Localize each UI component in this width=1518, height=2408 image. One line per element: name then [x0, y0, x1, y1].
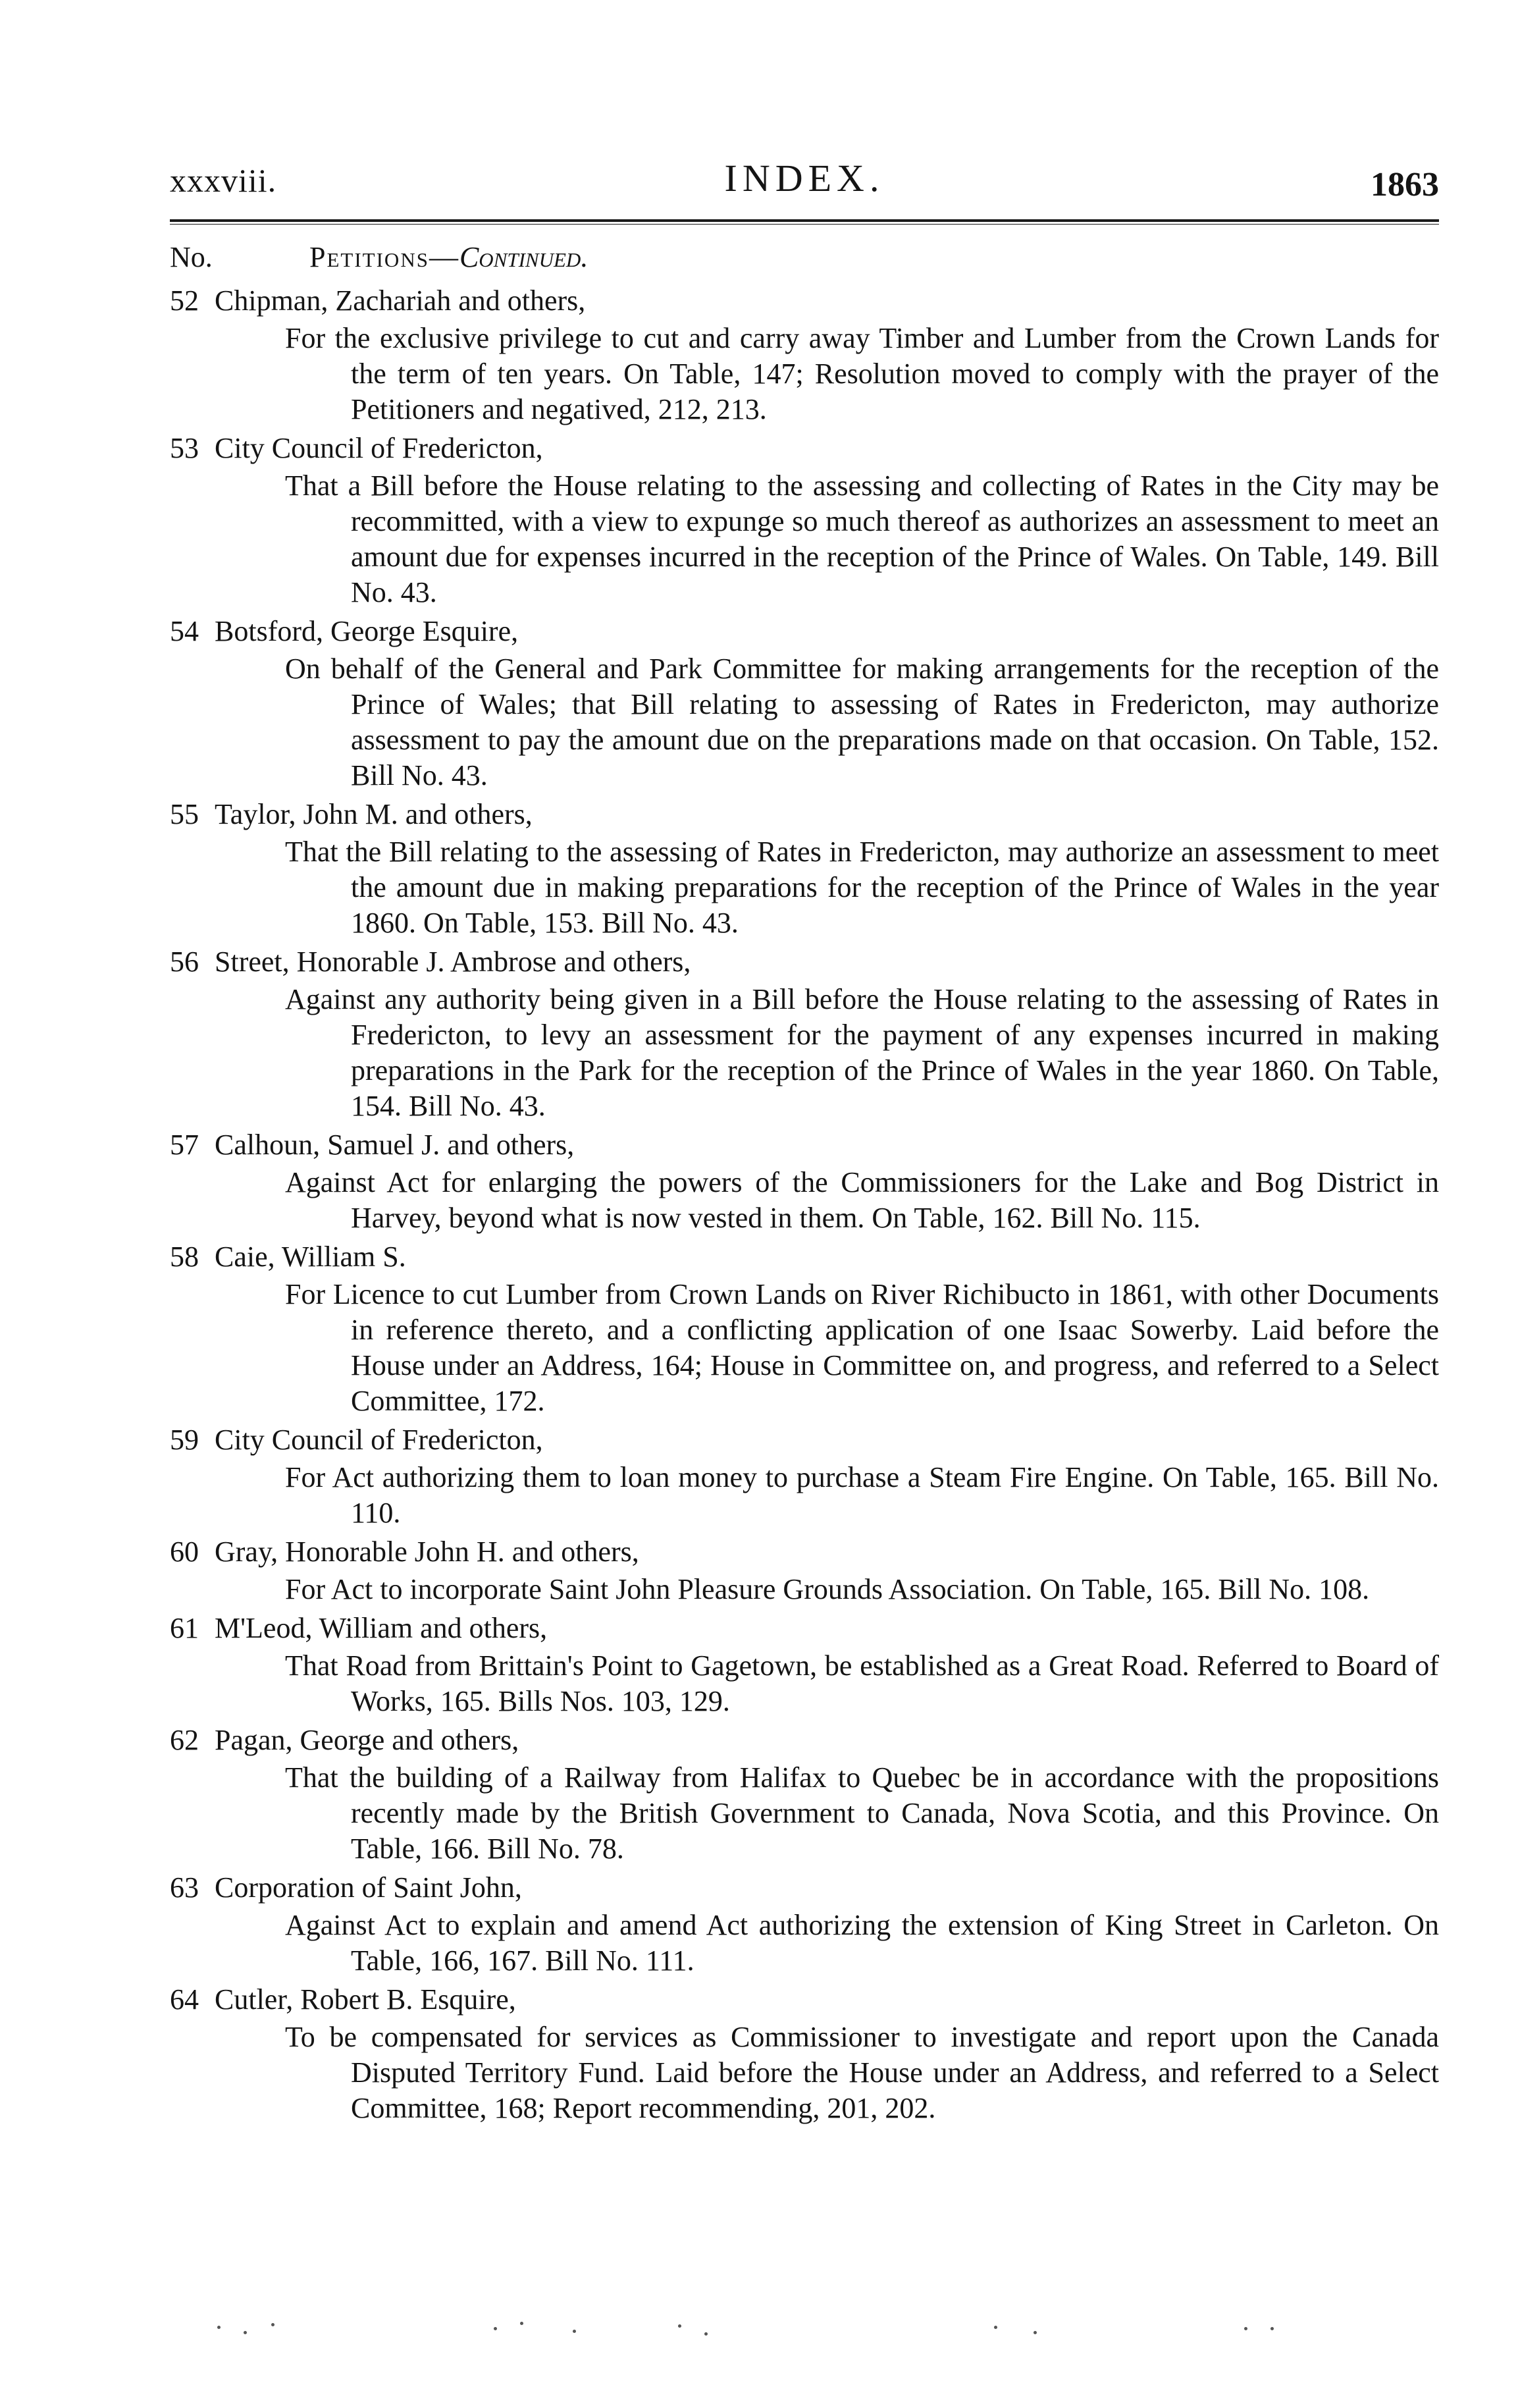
list-item — [170, 1237, 1439, 1419]
petition-summary — [170, 1572, 1439, 1607]
year-label: 1863 — [1371, 166, 1439, 203]
petition-heading — [170, 1420, 1439, 1460]
list-item — [170, 612, 1439, 793]
petition-text: For Act to incorporate Saint John Pleasure Grounds Association. On Table, 165. Bill No. 108. — [285, 1573, 1370, 1605]
list-item — [170, 1609, 1439, 1719]
petitioner-name: M'Leod, William and others, — [215, 1612, 548, 1644]
petitioner-name: City Council of Fredericton, — [215, 1424, 543, 1456]
petition-heading — [170, 1532, 1439, 1572]
petitioner-name: Caie, William S. — [215, 1241, 406, 1273]
page-number: xxxviii. — [170, 162, 277, 199]
petition-number: 52 — [170, 284, 199, 317]
petition-text: For the exclusive privilege to cut and carry away Timber and Lumber from the Crown Lands for the term of ten years. On Table, 147; Resolution moved to comply with the prayer of the Petitioners and negatived, 212, 213. — [285, 322, 1439, 425]
list-item — [170, 795, 1439, 941]
petition-number: 56 — [170, 946, 199, 978]
list-item — [170, 1721, 1439, 1867]
petition-heading — [170, 612, 1439, 651]
list-item — [170, 281, 1439, 427]
petition-number: 55 — [170, 798, 199, 830]
petition-summary — [170, 1277, 1439, 1419]
petition-text: Against any authority being given in a Bill before the House relating to the assessing of Rates in Fredericton, to levy an assessment for the payment of any expenses incurred in making preparations in the Park for the reception of the Prince of Wales in the year 1860. On Table, 154. Bill No. 43. — [285, 983, 1439, 1122]
petition-summary — [170, 321, 1439, 427]
petition-text: Against Act to explain and amend Act authorizing the extension of King Street in Carleton. On Table, 166, 167. Bill No. 111. — [285, 1909, 1439, 1977]
petition-text: That the Bill relating to the assessing of Rates in Fredericton, may authorize an assessment to meet the amount due in making preparations for the reception of the Prince of Wales in the year 1860. On Table, 153. Bill No. 43. — [285, 836, 1439, 939]
petitioner-name: Corporation of Saint John, — [215, 1871, 522, 1904]
petitioner-name: Taylor, John M. and others, — [215, 798, 533, 830]
petition-summary — [170, 1760, 1439, 1867]
petition-text: That Road from Brittain's Point to Gagetown, be established as a Great Road. Referred to Board of Works, 165. Bills Nos. 103, 129. — [285, 1649, 1439, 1717]
petitioner-name: Botsford, George Esquire, — [215, 615, 519, 647]
petitioner-name: Cutler, Robert B. Esquire, — [215, 1983, 516, 2016]
petitioner-name: Street, Honorable J. Ambrose and others, — [215, 946, 691, 978]
petition-summary — [170, 1908, 1439, 1979]
petition-heading — [170, 281, 1439, 321]
petition-number: 61 — [170, 1612, 199, 1644]
list-item — [170, 1980, 1439, 2126]
petition-heading — [170, 1868, 1439, 1908]
petition-number: 63 — [170, 1871, 199, 1904]
list-item — [170, 942, 1439, 1124]
section-heading — [170, 240, 1439, 280]
petition-number: 54 — [170, 615, 199, 647]
petition-heading — [170, 429, 1439, 468]
petition-number: 57 — [170, 1129, 199, 1161]
petition-text: Against Act for enlarging the powers of the Commissioners for the Lake and Bog District in Harvey, beyond what is now vested in them. On Table, 162. Bill No. 115. — [285, 1166, 1439, 1234]
petition-summary — [170, 834, 1439, 941]
petition-number: 53 — [170, 432, 199, 464]
petition-list — [170, 281, 1439, 2126]
petition-text: On behalf of the General and Park Committee for making arrangements for the reception of the Prince of Wales; that Bill relating to assessing of Rates in Fredericton, may authorize assessment to pay the amount due on the preparations made on that occasion. On Table, 152. Bill No. 43. — [285, 653, 1439, 791]
section-continued: Continued. — [459, 241, 589, 273]
petition-summary — [170, 2020, 1439, 2126]
petitioner-name: City Council of Fredericton, — [215, 432, 543, 464]
petition-heading — [170, 1237, 1439, 1277]
petition-heading — [170, 942, 1439, 982]
petition-number: 60 — [170, 1536, 199, 1568]
petitioner-name: Chipman, Zachariah and others, — [215, 284, 586, 317]
petitioner-name: Gray, Honorable John H. and others, — [215, 1536, 639, 1568]
petition-heading — [170, 1980, 1439, 2020]
petition-text: For Act authorizing them to loan money to purchase a Steam Fire Engine. On Table, 165. Bill No. 110. — [285, 1461, 1439, 1529]
section-title: Petitions— — [309, 241, 459, 273]
petition-number: 59 — [170, 1424, 199, 1456]
petition-text: That the building of a Railway from Halifax to Quebec be in accordance with the propositions recently made by the British Government to Canada, Nova Scotia, and this Province. On Table, 166. Bill No. 78. — [285, 1761, 1439, 1865]
print-specks — [217, 2318, 1402, 2344]
list-item — [170, 429, 1439, 610]
section-name — [309, 240, 588, 274]
petition-text: To be compensated for services as Commissioner to investigate and report upon the Canada Disputed Territory Fund. Laid before the House under an Address, and referred to a Select Committee, 168; Report recommending, 201, 202. — [285, 2021, 1439, 2124]
index-page — [170, 142, 1439, 2126]
header-rule — [170, 219, 1439, 225]
number-column-label: No. — [170, 241, 213, 273]
petition-number: 58 — [170, 1241, 199, 1273]
petition-heading — [170, 1609, 1439, 1648]
petition-summary — [170, 1648, 1439, 1719]
petition-summary — [170, 1460, 1439, 1531]
page-title: INDEX. — [724, 157, 885, 200]
list-item — [170, 1532, 1439, 1607]
list-item — [170, 1125, 1439, 1236]
petition-summary — [170, 982, 1439, 1124]
petition-heading — [170, 795, 1439, 834]
petition-summary — [170, 1165, 1439, 1236]
petition-heading — [170, 1125, 1439, 1165]
petitioner-name: Pagan, George and others, — [215, 1724, 519, 1756]
petition-number: 62 — [170, 1724, 199, 1756]
petition-number: 64 — [170, 1983, 199, 2016]
petition-summary — [170, 468, 1439, 610]
petitioner-name: Calhoun, Samuel J. and others, — [215, 1129, 575, 1161]
running-head — [170, 142, 1439, 214]
petition-text: For Licence to cut Lumber from Crown Lands on River Richibucto in 1861, with other Documents in reference thereto, and a conflicting application of one Isaac Sowerby. Laid before the House under an Address, 164; House in Committee on, and progress, and referred to a Select Committee, 172. — [285, 1278, 1439, 1417]
petition-heading — [170, 1721, 1439, 1760]
list-item — [170, 1420, 1439, 1531]
petition-summary — [170, 651, 1439, 793]
petition-text: That a Bill before the House relating to the assessing and collecting of Rates in the City may be recommitted, with a view to expunge so much thereof as authorizes an assessment to meet an amount due for expenses incurred in the reception of the Prince of Wales. On Table, 149. Bill No. 43. — [285, 469, 1439, 608]
list-item — [170, 1868, 1439, 1979]
